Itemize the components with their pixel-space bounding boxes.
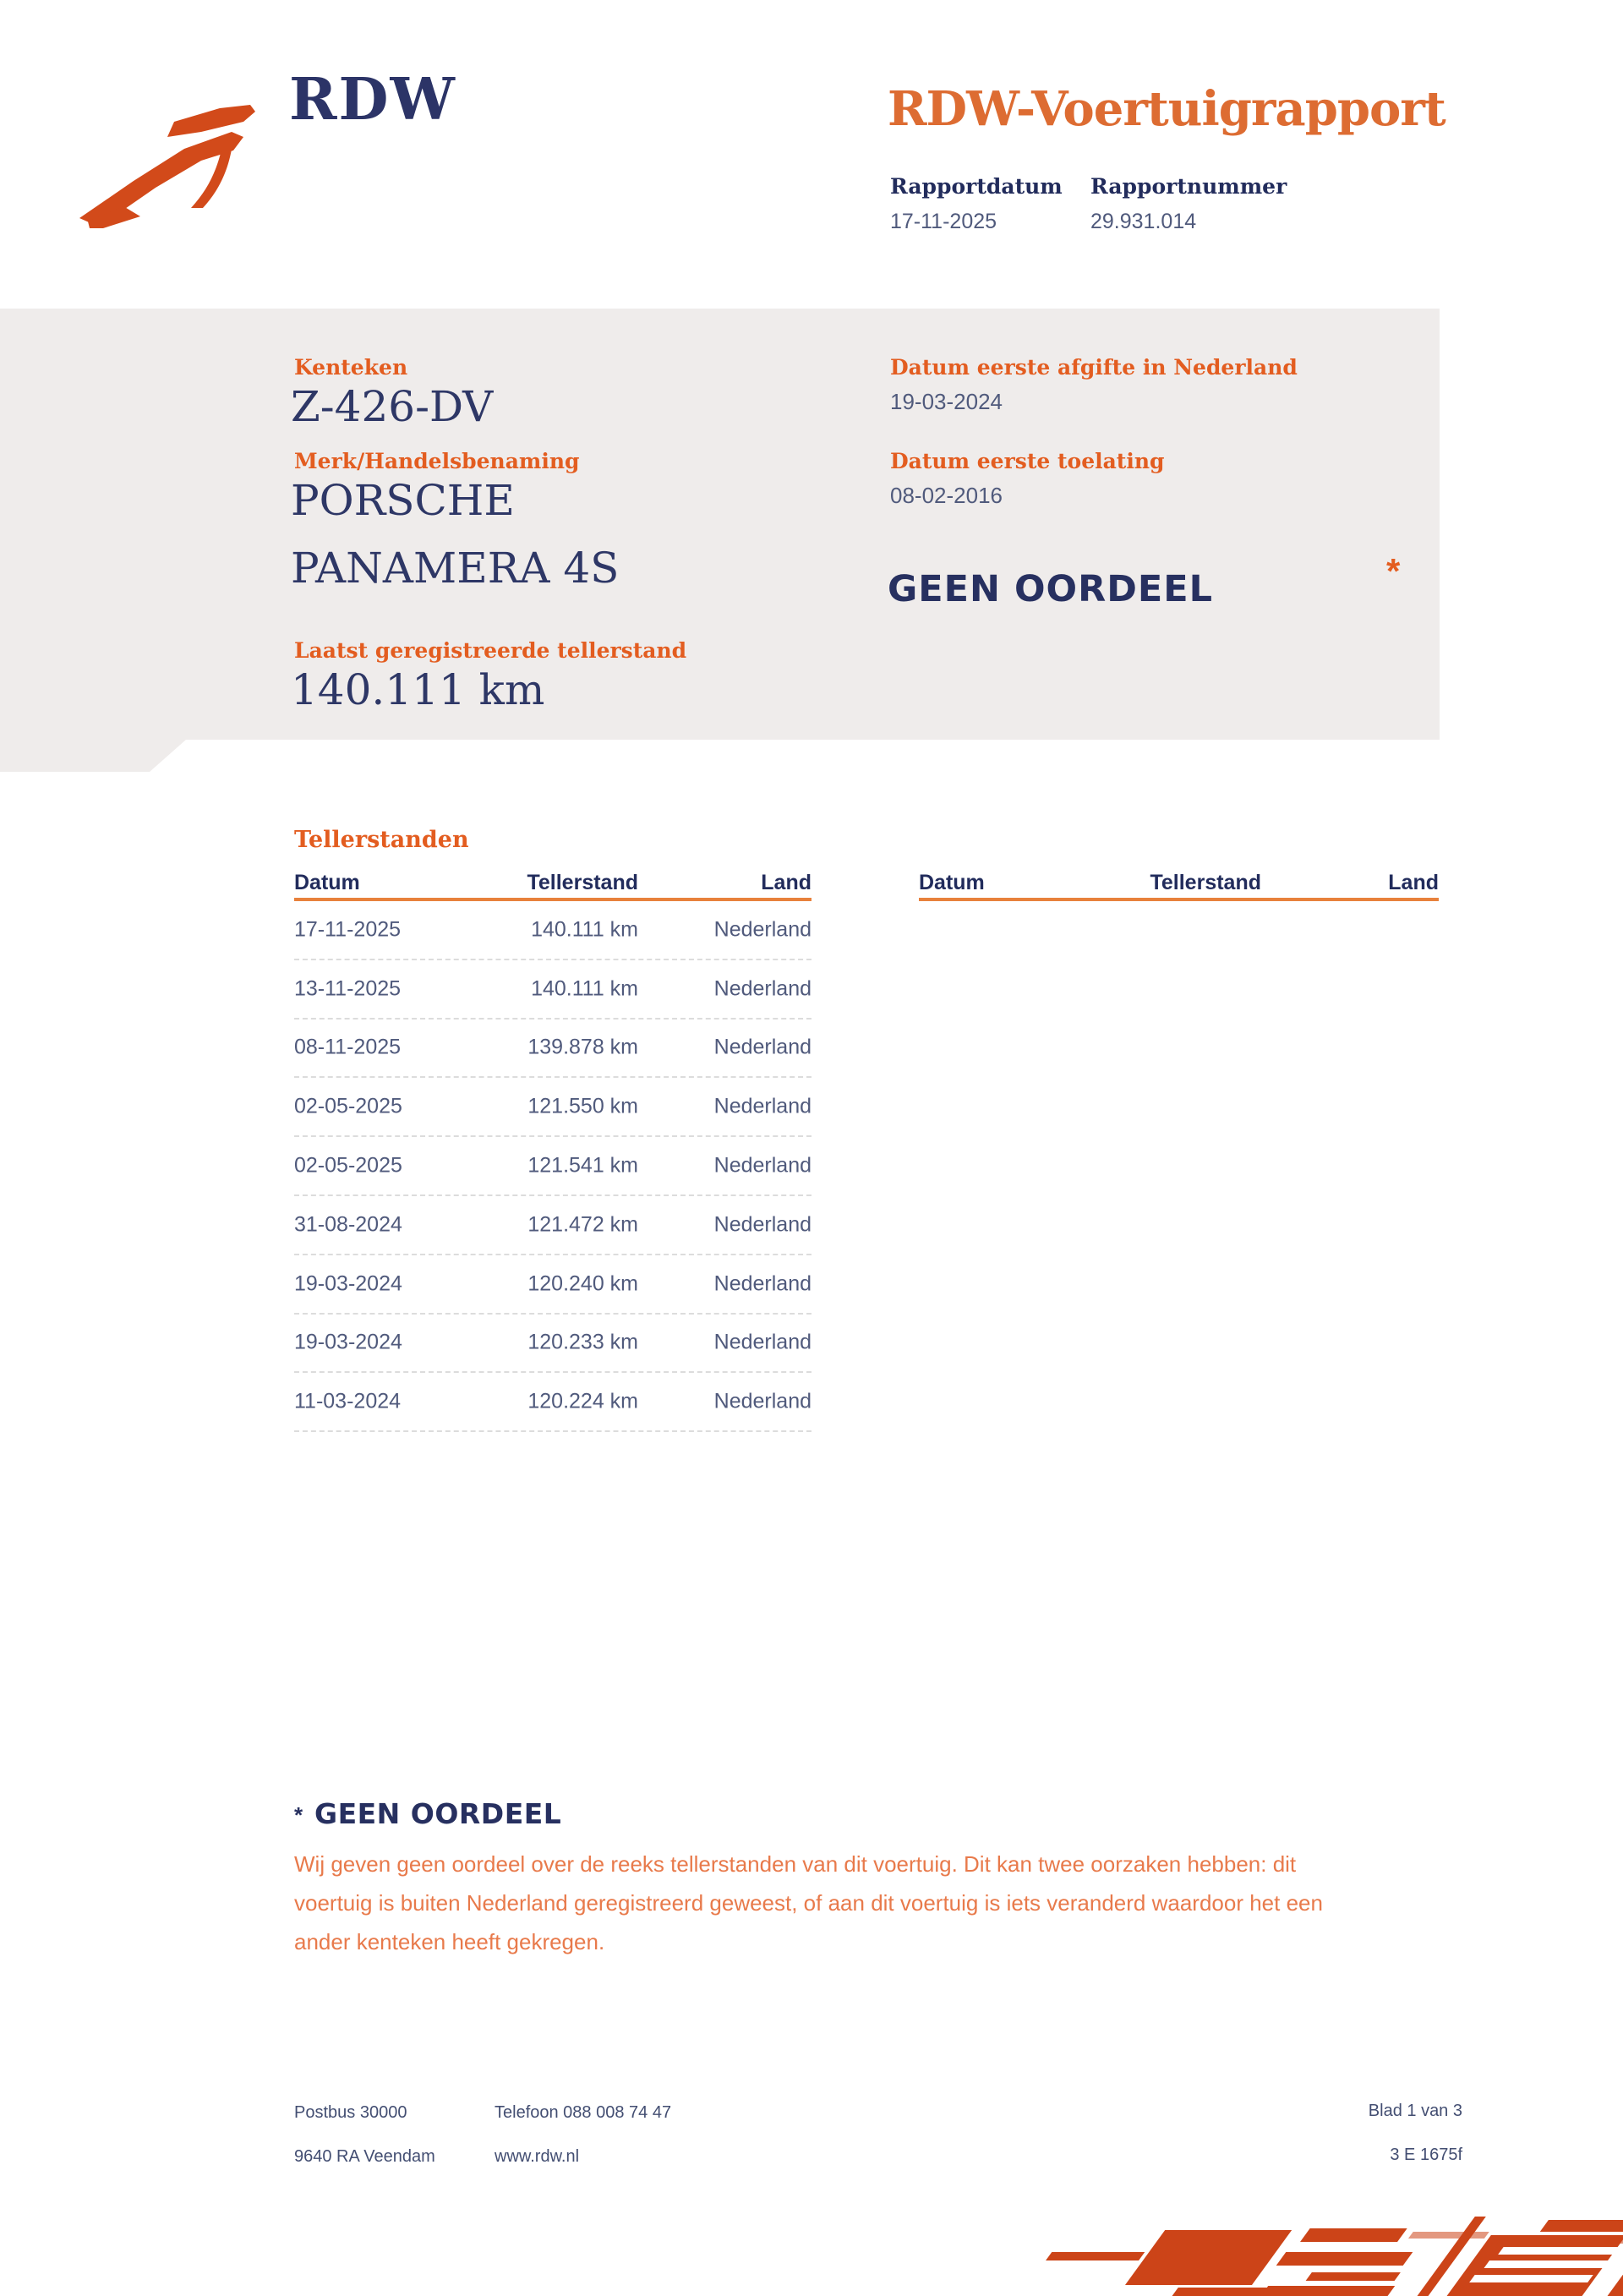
note-body-text: Wij geven geen oordeel over de reeks tellerstanden van dit voertuig. Dit kan twee oorzaken hebben: dit voertuig is buiten Nederland geregistreerd geweest, of aan dit voertuig is iets veranderd waardoor het een ander kenteken heeft gekregen. bbox=[294, 1851, 1323, 1954]
cell-reading: 139.878 km bbox=[527, 1035, 638, 1059]
cell-country: Nederland bbox=[713, 1389, 812, 1413]
footer-page-indicator: Blad 1 van 3 bbox=[1368, 2102, 1462, 2120]
cell-date: 19-03-2024 bbox=[294, 1330, 402, 1354]
report-number-label: Rapportnummer bbox=[1090, 174, 1287, 199]
report-number-value: 29.931.014 bbox=[1090, 210, 1197, 233]
cell-date: 02-05-2025 bbox=[294, 1153, 402, 1178]
column-header-reading: Tellerstand bbox=[1150, 871, 1261, 894]
footer-city: 9640 RA Veendam bbox=[294, 2147, 435, 2166]
table-row bbox=[294, 1137, 812, 1196]
cell-reading: 120.233 km bbox=[527, 1330, 638, 1354]
verdict-text: GEEN OORDEEL bbox=[888, 568, 1214, 610]
column-header-date: Datum bbox=[294, 871, 360, 894]
rdw-feather-icon bbox=[74, 93, 269, 228]
table-row bbox=[294, 960, 812, 1020]
cell-reading: 121.541 km bbox=[527, 1153, 638, 1178]
table-row bbox=[294, 1020, 812, 1079]
table-row bbox=[294, 1196, 812, 1255]
make-label: Merk/Handelsbenaming bbox=[294, 449, 580, 473]
note-asterisk-icon: * bbox=[294, 1802, 303, 1828]
footer-website: www.rdw.nl bbox=[495, 2147, 580, 2166]
odometer-table-header bbox=[294, 871, 812, 899]
column-header-reading: Tellerstand bbox=[527, 871, 638, 894]
cell-country: Nederland bbox=[713, 1271, 812, 1296]
table-row bbox=[294, 1078, 812, 1137]
table-row bbox=[294, 901, 812, 960]
last-odometer-label: Laatst geregistreerde tellerstand bbox=[294, 638, 687, 663]
footer-form-code: 3 E 1675f bbox=[1390, 2146, 1462, 2164]
cell-country: Nederland bbox=[713, 1212, 812, 1237]
cell-date: 02-05-2025 bbox=[294, 1094, 402, 1118]
cell-date: 08-11-2025 bbox=[294, 1035, 402, 1059]
cell-reading: 140.111 km bbox=[531, 917, 638, 942]
cell-country: Nederland bbox=[713, 1153, 812, 1178]
page-title: RDW-Voertuigrapport bbox=[888, 81, 1445, 137]
rdw-logo-text: RDW bbox=[289, 66, 456, 134]
cell-date: 31-08-2024 bbox=[294, 1212, 402, 1237]
note-title: GEEN OORDEEL bbox=[314, 1797, 562, 1830]
cell-reading: 140.111 km bbox=[531, 976, 638, 1001]
table2-header-rule bbox=[919, 898, 1439, 901]
cell-country: Nederland bbox=[713, 917, 812, 942]
rdw-stripes-graphic bbox=[930, 2205, 1623, 2296]
first-issue-label: Datum eerste afgifte in Nederland bbox=[890, 355, 1298, 380]
first-issue-value: 19-03-2024 bbox=[890, 389, 1003, 414]
report-date-label: Rapportdatum bbox=[890, 174, 1063, 199]
cell-country: Nederland bbox=[713, 1094, 812, 1118]
cell-country: Nederland bbox=[713, 1035, 812, 1059]
column-header-country: Land bbox=[761, 871, 812, 894]
make-value-line2: PANAMERA 4S bbox=[291, 544, 620, 593]
column-header-country: Land bbox=[1388, 871, 1439, 894]
cell-country: Nederland bbox=[713, 1330, 812, 1354]
cell-reading: 120.240 km bbox=[527, 1271, 638, 1296]
license-plate-value: Z-426-DV bbox=[291, 382, 494, 431]
make-value-line1: PORSCHE bbox=[291, 476, 515, 525]
cell-country: Nederland bbox=[713, 976, 812, 1001]
column-header-date: Datum bbox=[919, 871, 985, 894]
cell-reading: 121.550 km bbox=[527, 1094, 638, 1118]
table-row bbox=[294, 1373, 812, 1432]
table-row bbox=[294, 1255, 812, 1315]
footer-phone: Telefoon 088 008 74 47 bbox=[495, 2103, 672, 2122]
cell-reading: 120.224 km bbox=[527, 1389, 638, 1413]
last-odometer-value: 140.111 km bbox=[291, 665, 545, 714]
cell-date: 19-03-2024 bbox=[294, 1271, 402, 1296]
cell-date: 11-03-2024 bbox=[294, 1389, 402, 1413]
cell-reading: 121.472 km bbox=[527, 1212, 638, 1237]
odometer-section-title: Tellerstanden bbox=[294, 827, 469, 853]
odometer-table2-header bbox=[919, 871, 1439, 899]
report-date-value: 17-11-2025 bbox=[890, 210, 997, 233]
footer-po-box: Postbus 30000 bbox=[294, 2103, 407, 2122]
first-admission-label: Datum eerste toelating bbox=[890, 449, 1165, 473]
verdict-asterisk-icon: * bbox=[1386, 551, 1401, 591]
odometer-table-body bbox=[294, 901, 812, 1432]
cell-date: 13-11-2025 bbox=[294, 976, 402, 1001]
first-admission-value: 08-02-2016 bbox=[890, 483, 1003, 508]
license-plate-label: Kenteken bbox=[294, 355, 408, 380]
cell-date: 17-11-2025 bbox=[294, 917, 402, 942]
table-row bbox=[294, 1315, 812, 1374]
